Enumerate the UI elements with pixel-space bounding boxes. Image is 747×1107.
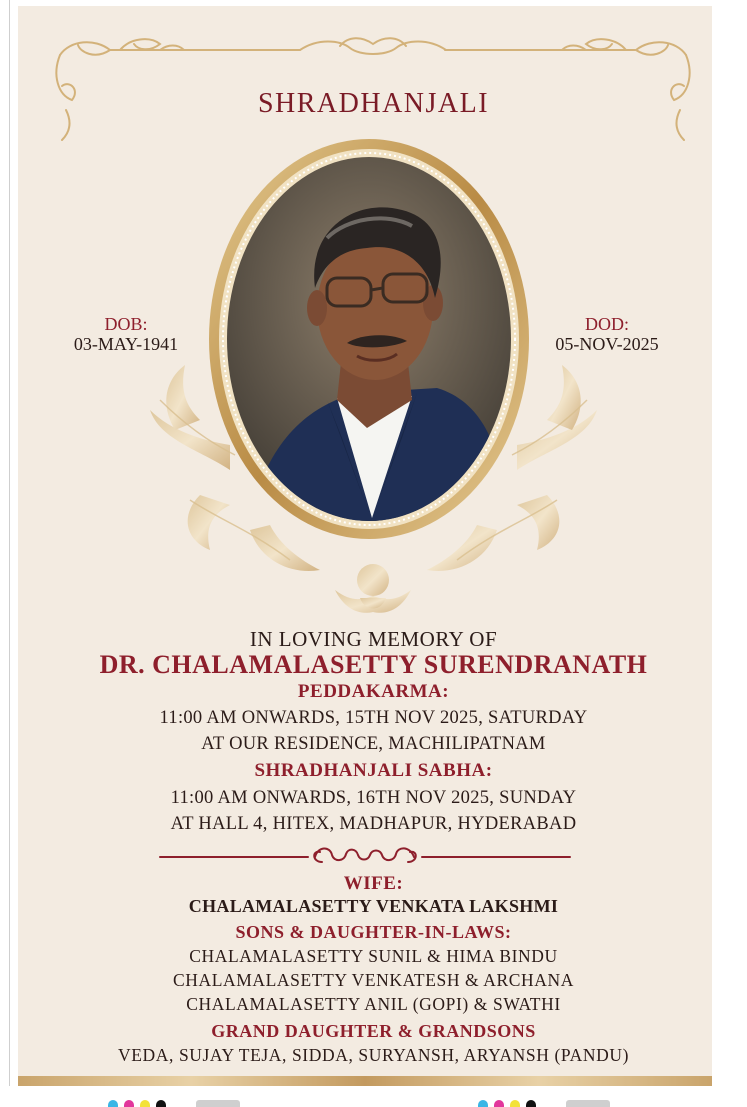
dob-value: 03-MAY-1941 bbox=[73, 334, 179, 354]
cyan-mark-icon bbox=[478, 1100, 488, 1107]
gray-bar-icon bbox=[196, 1100, 240, 1107]
wife-label: WIFE: bbox=[343, 873, 404, 894]
yellow-mark-icon bbox=[510, 1100, 520, 1107]
grandchildren-label: GRAND DAUGHTER & GRANDSONS bbox=[211, 1021, 536, 1041]
event-time: 11:00 AM ONWARDS, 15TH NOV 2025, SATURDAY bbox=[159, 708, 588, 728]
deceased-name: DR. CHALAMALASETTY SURENDRANATH bbox=[99, 650, 648, 679]
dod-value: 05-NOV-2025 bbox=[555, 334, 659, 354]
page-title: SHRADHANJALI bbox=[257, 88, 490, 119]
wife-name: CHALAMALASETTY VENKATA LAKSHMI bbox=[188, 896, 559, 916]
son-couple: CHALAMALASETTY ANIL (GOPI) & SWATHI bbox=[186, 994, 561, 1014]
portrait-photo bbox=[207, 138, 531, 540]
magenta-mark-icon bbox=[494, 1100, 504, 1107]
event-venue: AT HALL 4, HITEX, MADHAPUR, HYDERABAD bbox=[170, 814, 577, 834]
cyan-mark-icon bbox=[108, 1100, 118, 1107]
dod-label: DOD: bbox=[585, 314, 629, 334]
event-time: 11:00 AM ONWARDS, 16TH NOV 2025, SUNDAY bbox=[170, 788, 577, 808]
event-title: SHRADHANJALI SABHA: bbox=[254, 760, 493, 781]
yellow-mark-icon bbox=[140, 1100, 150, 1107]
gray-bar-icon bbox=[566, 1100, 610, 1107]
son-couple: CHALAMALASETTY VENKATESH & ARCHANA bbox=[172, 970, 575, 990]
event-venue: AT OUR RESIDENCE, MACHILIPATNAM bbox=[201, 734, 546, 754]
print-registration-marks bbox=[0, 1100, 747, 1107]
memory-intro: IN LOVING MEMORY OF bbox=[249, 627, 498, 651]
sons-label: SONS & DAUGHTER-IN-LAWS: bbox=[235, 922, 512, 942]
grandchildren-names: VEDA, SUJAY TEJA, SIDDA, SURYANSH, ARYANSH (PANDU) bbox=[117, 1045, 630, 1065]
son-couple: CHALAMALASETTY SUNIL & HIMA BINDU bbox=[189, 946, 558, 966]
black-mark-icon bbox=[156, 1100, 166, 1107]
gold-bottom-border bbox=[18, 1076, 712, 1086]
black-mark-icon bbox=[526, 1100, 536, 1107]
event-title: PEDDAKARMA: bbox=[297, 681, 450, 702]
dob-label: DOB: bbox=[104, 314, 148, 334]
magenta-mark-icon bbox=[124, 1100, 134, 1107]
